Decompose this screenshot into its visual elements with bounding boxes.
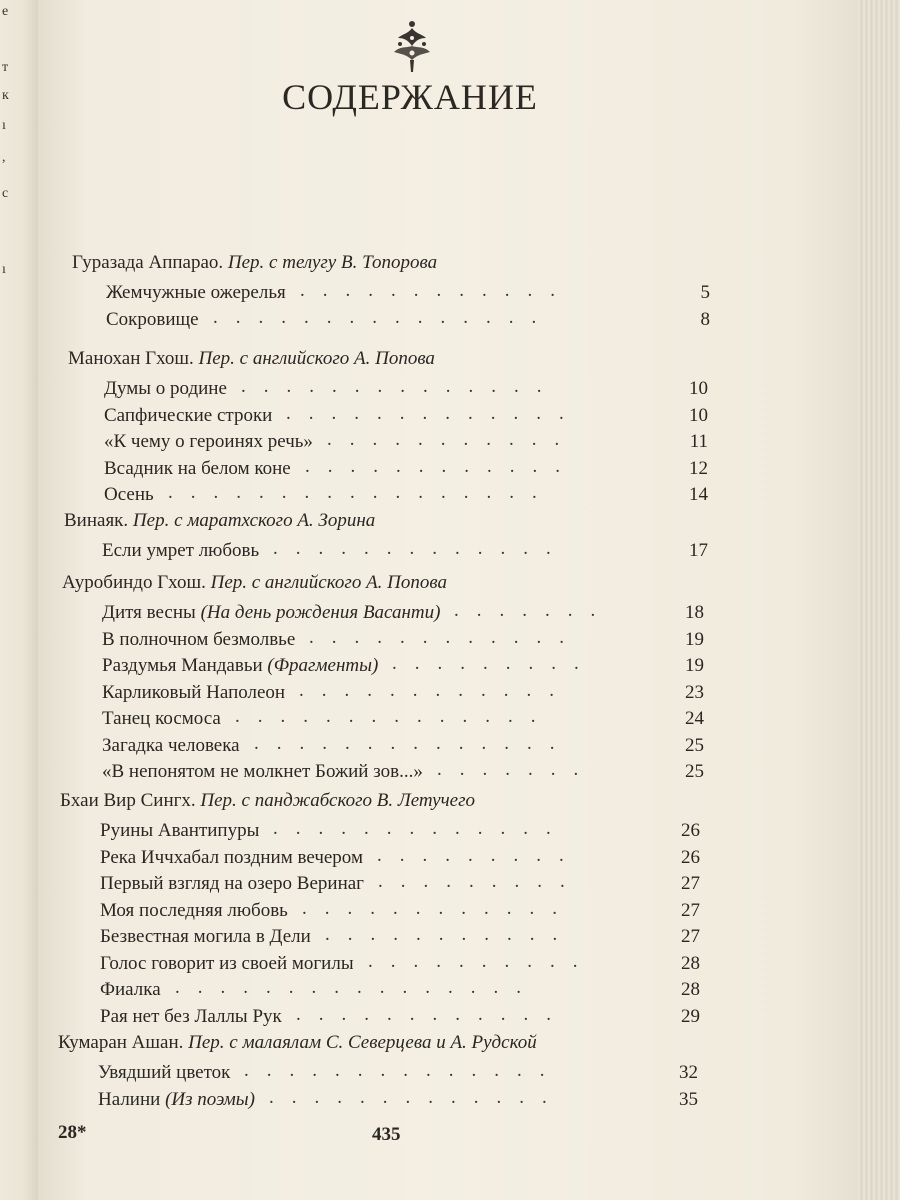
entry-page-number: 10 bbox=[689, 378, 708, 399]
page-edges bbox=[858, 0, 900, 1200]
toc-entry bbox=[100, 1006, 282, 1028]
entry-title: Налини bbox=[98, 1088, 161, 1110]
entry-page-number: 35 bbox=[679, 1088, 698, 1110]
entry-page-number: 28 bbox=[681, 979, 700, 1000]
section-author-heading bbox=[68, 348, 435, 370]
toc-entry bbox=[104, 484, 154, 506]
spine-fragment: е bbox=[2, 4, 9, 19]
entry-subtitle: (На день рождения Васанти) bbox=[195, 602, 441, 623]
entry-title: Жемчужные ожерелья bbox=[106, 282, 286, 303]
dot-leader: ............. bbox=[273, 538, 569, 559]
entry-title: Карликовый Наполеон bbox=[102, 681, 286, 703]
entry-page-number: 23 bbox=[685, 681, 704, 703]
toc-entry bbox=[104, 458, 291, 480]
dot-leader: ............ bbox=[299, 679, 572, 701]
dot-leader: ....... bbox=[437, 759, 597, 780]
entry-subtitle: (Из поэмы) bbox=[160, 1088, 255, 1110]
toc-entry bbox=[100, 847, 363, 869]
entry-title: Река Иччхабал поздним вечером bbox=[100, 846, 363, 868]
author-name: Гуразада Аппарао. bbox=[72, 252, 228, 273]
entry-page-number: 5 bbox=[700, 282, 710, 303]
toc-entry bbox=[100, 873, 364, 895]
translator-credit: Пер. с маратхского А. Зорина bbox=[132, 510, 376, 531]
entry-page-number: 26 bbox=[681, 820, 700, 841]
dot-leader: .............. bbox=[254, 732, 573, 754]
entry-page-number: 8 bbox=[700, 308, 710, 330]
entry-page-number: 18 bbox=[685, 602, 704, 623]
entry-subtitle: (Фрагменты) bbox=[262, 655, 379, 676]
dot-leader: ......... bbox=[392, 653, 597, 674]
entry-page-number: 12 bbox=[689, 457, 708, 479]
toc-entry bbox=[102, 708, 221, 730]
toc-entry bbox=[102, 682, 285, 704]
page-number: 435 bbox=[372, 1124, 401, 1145]
dot-leader: ................ bbox=[175, 977, 539, 998]
entry-page-number: 19 bbox=[685, 628, 704, 650]
entry-title: Думы о родине bbox=[104, 378, 227, 399]
toc-entry bbox=[102, 761, 423, 783]
dot-leader: .............. bbox=[244, 1060, 563, 1081]
entry-title: Раздумья Мандавьи bbox=[102, 655, 263, 676]
toc-entry bbox=[100, 953, 354, 975]
toc-entry bbox=[100, 820, 259, 842]
spine-fragment: т bbox=[2, 60, 9, 75]
translator-credit: Пер. с английского А. Попова bbox=[210, 572, 448, 593]
toc-entry bbox=[106, 282, 286, 304]
entry-title: Дитя весны bbox=[102, 602, 196, 623]
toc-entry bbox=[104, 431, 313, 453]
author-name: Винаяк. bbox=[64, 510, 133, 531]
spine-fragment: ı bbox=[2, 118, 6, 133]
toc-entry bbox=[104, 405, 272, 427]
toc-entry bbox=[102, 540, 259, 562]
toc-entry bbox=[102, 655, 378, 677]
dot-leader: ............ bbox=[300, 280, 573, 301]
toc-entry bbox=[104, 378, 227, 400]
entry-title: Если умрет любовь bbox=[102, 540, 260, 561]
dot-leader: .............. bbox=[241, 376, 560, 397]
author-name: Ауробиндо Гхош. bbox=[62, 572, 211, 593]
toc-entry bbox=[106, 309, 199, 331]
dot-leader: ................. bbox=[168, 482, 555, 503]
dot-leader: ............. bbox=[269, 1086, 565, 1108]
toc-entry bbox=[98, 1089, 255, 1111]
entry-page-number: 19 bbox=[685, 655, 704, 676]
dot-leader: ............ bbox=[305, 455, 578, 477]
entry-page-number: 27 bbox=[681, 926, 700, 947]
dot-leader: .............. bbox=[235, 706, 554, 727]
author-name: Бхаи Вир Сингх. bbox=[60, 790, 201, 811]
entry-title: Всадник на белом коне bbox=[104, 457, 291, 479]
toc-entry bbox=[102, 629, 295, 651]
entry-title: Моя последняя любовь bbox=[100, 899, 288, 921]
dot-leader: ............. bbox=[286, 402, 582, 424]
entry-page-number: 29 bbox=[681, 1005, 700, 1027]
entry-page-number: 10 bbox=[689, 404, 708, 426]
dot-leader: .......... bbox=[368, 950, 596, 972]
dot-leader: ............ bbox=[302, 897, 575, 919]
entry-title: «К чему о героинях речь» bbox=[104, 431, 313, 452]
translator-credit: Пер. с панджабского В. Летучего bbox=[200, 790, 476, 811]
toc-entry bbox=[102, 602, 440, 624]
entry-page-number: 17 bbox=[689, 540, 708, 561]
section-author-heading bbox=[64, 510, 375, 532]
entry-page-number: 26 bbox=[681, 846, 700, 868]
entry-page-number: 25 bbox=[685, 761, 704, 782]
entry-page-number: 27 bbox=[681, 899, 700, 921]
dot-leader: ......... bbox=[377, 844, 582, 866]
entry-page-number: 24 bbox=[685, 708, 704, 729]
translator-credit: Пер. с телугу В. Топорова bbox=[227, 252, 438, 273]
toc-entry bbox=[100, 926, 311, 948]
toc-entry bbox=[98, 1062, 230, 1084]
spine-fragment: , bbox=[2, 150, 6, 165]
entry-title: В полночном безмолвье bbox=[102, 628, 296, 650]
entry-page-number: 27 bbox=[681, 873, 700, 894]
entry-page-number: 14 bbox=[689, 484, 708, 505]
entry-page-number: 28 bbox=[681, 952, 700, 974]
entry-title: Сапфические строки bbox=[104, 404, 273, 426]
section-author-heading bbox=[62, 572, 447, 594]
dot-leader: ......... bbox=[378, 871, 583, 892]
entry-title: Голос говорит из своей могилы bbox=[100, 952, 354, 974]
entry-page-number: 25 bbox=[685, 734, 704, 756]
entry-title: Сокровище bbox=[106, 308, 199, 330]
entry-page-number: 11 bbox=[689, 431, 708, 452]
translator-credit: Пер. с малаялам С. Северцева и А. Рудской bbox=[188, 1032, 537, 1053]
toc-entry bbox=[102, 735, 240, 757]
entry-title: Безвестная могила в Дели bbox=[100, 926, 311, 947]
spine-fragment: с bbox=[2, 186, 9, 201]
dot-leader: ....... bbox=[454, 600, 614, 621]
left-page-text-fragments bbox=[2, 0, 22, 300]
section-author-heading bbox=[58, 1032, 537, 1054]
spine-fragment: ı bbox=[2, 262, 6, 277]
section-author-heading bbox=[60, 790, 475, 812]
entry-title: Увядший цветок bbox=[98, 1062, 231, 1083]
toc-entry bbox=[100, 900, 288, 922]
toc-entry bbox=[100, 979, 161, 1001]
left-page-gutter bbox=[0, 0, 40, 1200]
dot-leader: ........... bbox=[325, 924, 576, 945]
author-name: Кумаран Ашан. bbox=[58, 1032, 189, 1053]
floral-ornament-icon bbox=[390, 18, 434, 74]
section-author-heading bbox=[72, 252, 437, 274]
dot-leader: ............ bbox=[296, 1003, 569, 1025]
spine-fragment: к bbox=[2, 88, 9, 103]
signature-mark: 28* bbox=[58, 1122, 87, 1143]
entry-title: Танец космоса bbox=[102, 708, 221, 729]
dot-leader: ............... bbox=[213, 306, 555, 328]
dot-leader: ............ bbox=[309, 626, 582, 648]
author-name: Манохан Гхош. bbox=[68, 348, 199, 369]
translator-credit: Пер. с английского А. Попова bbox=[198, 348, 435, 369]
entry-title: Загадка человека bbox=[102, 734, 240, 756]
dot-leader: ............. bbox=[273, 818, 569, 839]
entry-title: «В непонятом не молкнет Божий зов...» bbox=[102, 761, 423, 782]
entry-title: Руины Авантипуры bbox=[100, 820, 260, 841]
entry-title: Первый взгляд на озеро Веринаг bbox=[100, 873, 364, 894]
page-title: СОДЕРЖАНИЕ bbox=[282, 77, 538, 117]
entry-title: Рая нет без Лаллы Рук bbox=[100, 1005, 282, 1027]
entry-page-number: 32 bbox=[679, 1062, 698, 1083]
dot-leader: ........... bbox=[327, 429, 578, 450]
entry-title: Осень bbox=[104, 484, 154, 505]
entry-title: Фиалка bbox=[100, 979, 161, 1000]
